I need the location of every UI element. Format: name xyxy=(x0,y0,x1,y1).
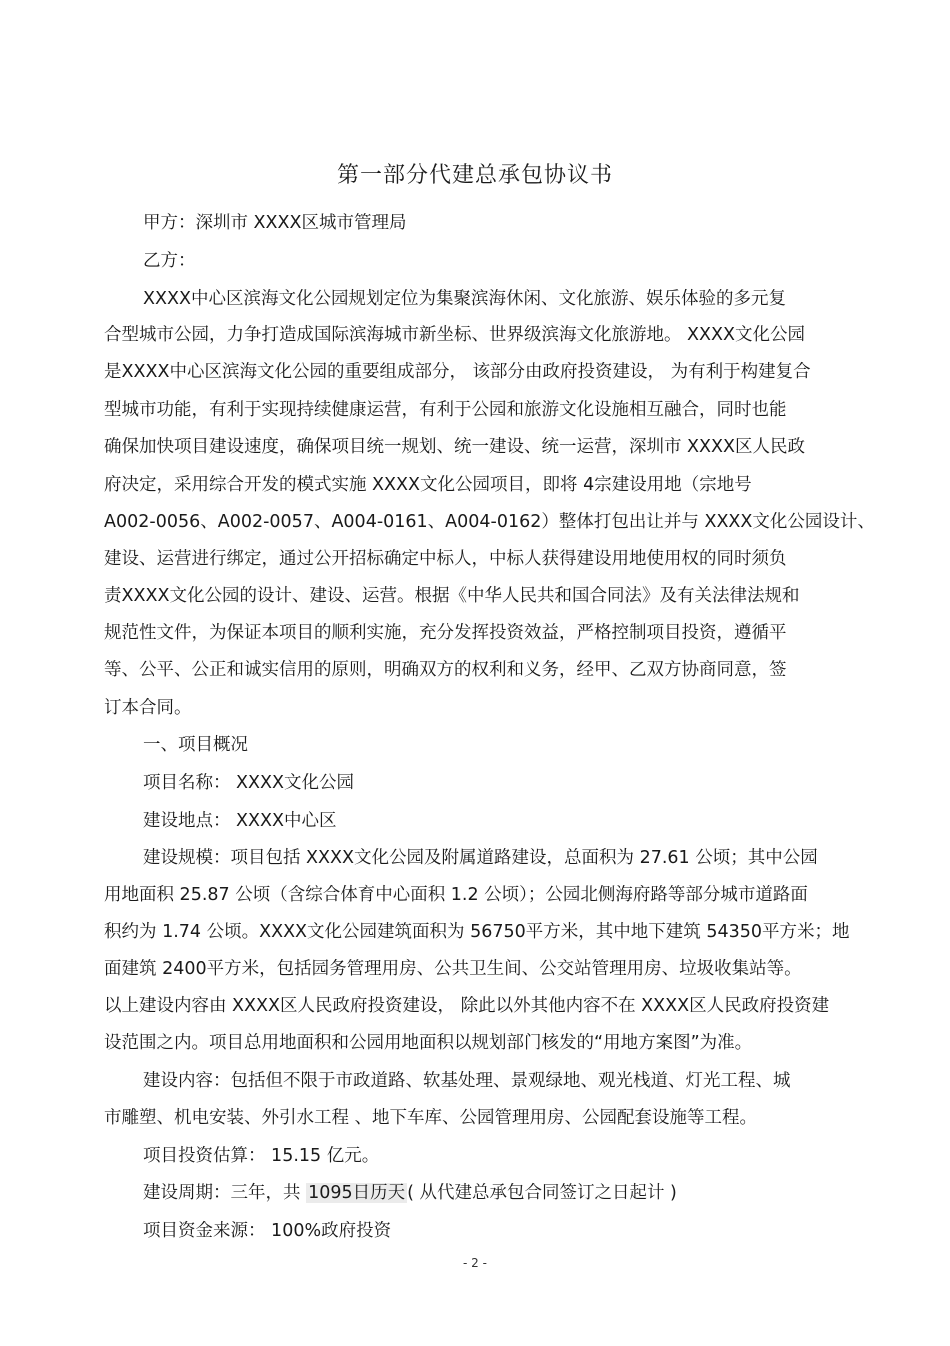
intro-line: 责XXXX文化公园的设计、建设、运营。根据《中华人民共和国合同法》及有关法律法规和 xyxy=(104,586,800,606)
intro-line: 型城市功能，有利于实现持续健康运营，有利于公园和旅游文化设施相互融合，同时也能 xyxy=(104,400,787,420)
scale-line: 设范围之内。项目总用地面积和公园用地面积以规划部门核发的“用地方案图”为准。 xyxy=(104,1033,753,1053)
intro-line: 等、公平、公正和诚实信用的原则，明确双方的权利和义务，经甲、乙双方协商同意，签 xyxy=(104,660,787,680)
intro-line: 订本合同。 xyxy=(104,698,192,718)
construction-period xyxy=(143,1180,677,1206)
content-line: 建设内容：包括但不限于市政道路、软基处理、景观绿地、观光栈道、灯光工程、城 xyxy=(143,1071,791,1091)
investment-estimate: 项目投资估算： 15.15 亿元。 xyxy=(143,1146,380,1166)
project-location: 建设地点： XXXX中心区 xyxy=(143,811,337,831)
period-highlight: 1095日历天 xyxy=(308,1183,406,1203)
scale-line: 以上建设内容由 XXXX区人民政府投资建设， 除此以外其他内容不在 XXXX区人民政府投资建 xyxy=(104,996,830,1016)
intro-line: 规范性文件，为保证本项目的顺利实施，充分发挥投资效益，严格控制项目投资，遵循平 xyxy=(104,623,787,643)
period-suffix: ( 从代建总承包合同签订之日起计 ) xyxy=(407,1183,677,1203)
party-a: 甲方：深圳市 XXXX区城市管理局 xyxy=(143,213,407,233)
intro-line: 建设、运营进行绑定，通过公开招标确定中标人，中标人获得建设用地使用权的同时须负 xyxy=(104,549,787,569)
content-line: 市雕塑、机电安装、外引水工程 、地下车库、公园管理用房、公园配套设施等工程。 xyxy=(104,1108,758,1128)
intro-line: 合型城市公园，力争打造成国际滨海城市新坐标、世界级滨海文化旅游地。 XXXX文化公园 xyxy=(104,325,806,345)
party-b: 乙方： xyxy=(143,251,196,271)
intro-line: 确保加快项目建设速度，确保项目统一规划、统一建设、统一运营，深圳市 XXXX区人民政 xyxy=(104,437,806,457)
scale-line: 建设规模：项目包括 XXXX文化公园及附属道路建设，总面积为 27.61 公顷；其中公园 xyxy=(143,848,818,868)
page-number: - 2 - xyxy=(463,1256,487,1270)
section-heading: 一、项目概况 xyxy=(143,735,248,755)
intro-line: XXXX中心区滨海文化公园规划定位为集聚滨海休闲、文化旅游、娱乐体验的多元复 xyxy=(143,289,786,309)
scale-line: 积约为 1.74 公顷。XXXX文化公园建筑面积为 56750平方米，其中地下建筑 54350平方米；地 xyxy=(104,922,850,942)
intro-line: A002-0056、A002-0057、A004-0161、A004-0162）整体打包出让并与 XXXX文化公园设计、 xyxy=(104,512,875,532)
period-prefix: 建设周期：三年，共 xyxy=(143,1183,307,1203)
fund-source: 项目资金来源： 100%政府投资 xyxy=(143,1221,392,1241)
intro-line: 府决定，采用综合开发的模式实施 XXXX文化公园项目，即将 4宗建设用地（宗地号 xyxy=(104,475,752,495)
scale-line: 面建筑 2400平方米，包括园务管理用房、公共卫生间、公交站管理用房、垃圾收集站等。 xyxy=(104,959,802,979)
project-name: 项目名称： XXXX文化公园 xyxy=(143,773,355,793)
document-title: 第一部分代建总承包协议书 xyxy=(336,163,613,188)
intro-line: 是XXXX中心区滨海文化公园的重要组成部分， 该部分由政府投资建设， 为有利于构建复合 xyxy=(104,362,811,382)
scale-line: 用地面积 25.87 公顷（含综合体育中心面积 1.2 公顷）；公园北侧海府路等部分城市道路面 xyxy=(104,885,808,905)
